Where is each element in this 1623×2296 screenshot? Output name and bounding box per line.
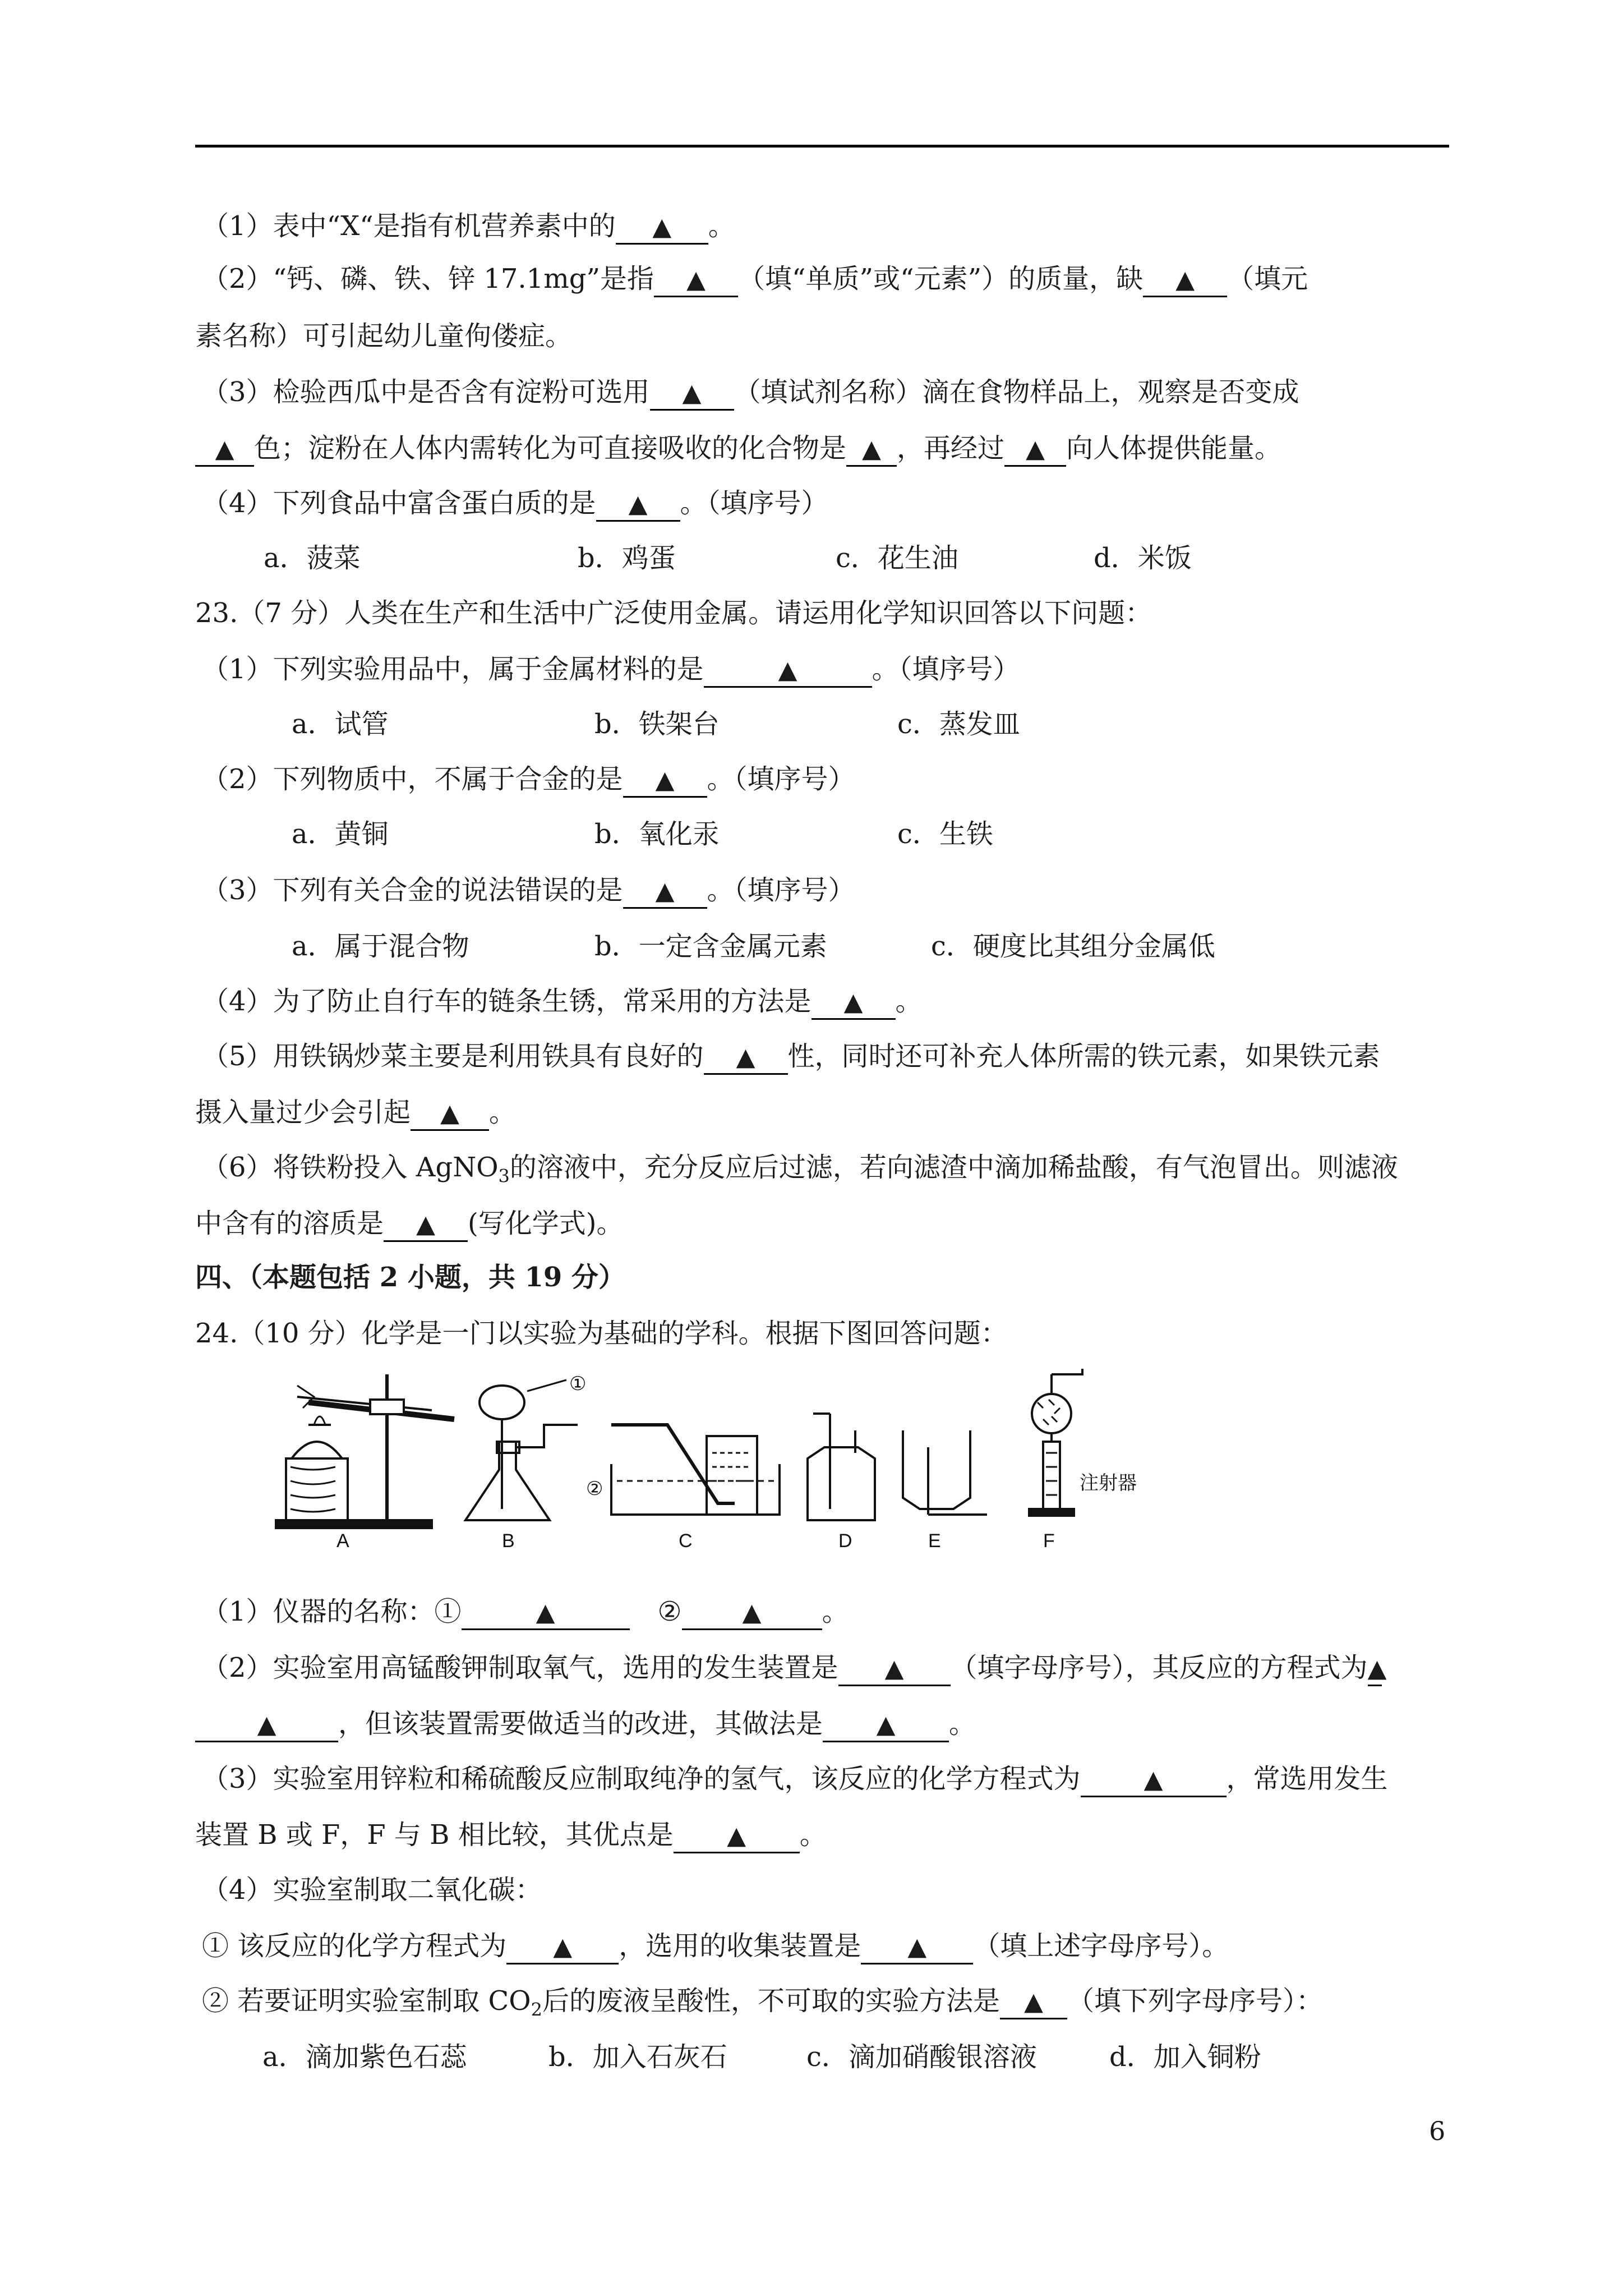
section-heading: 四、（本题包括 2 小题，共 19 分） <box>195 1262 626 1293</box>
apparatus-e <box>903 1430 987 1515</box>
answer-blank[interactable] <box>623 875 707 909</box>
answer-blank[interactable] <box>195 1708 338 1742</box>
apparatus-label-c: C <box>679 1530 693 1548</box>
q22-line-3: 素名称）可引起幼儿童佝偻症。 <box>195 320 573 352</box>
answer-blank[interactable] <box>1081 1763 1227 1797</box>
apparatus-label-d: D <box>838 1530 852 1548</box>
answer-blank[interactable] <box>654 263 738 297</box>
q22-line-4: （3）检验西瓜中是否含有淀粉可选用▲ （填试剂名称）滴在食物样品上，观察是否变成 <box>202 375 1299 411</box>
apparatus-figure <box>275 1369 1295 1548</box>
q24-line-5: 装置 B 或 F，F 与 B 相比较，其优点是▲ 。 <box>195 1818 827 1853</box>
q24-line-6: （4）实验室制取二氧化碳： <box>202 1874 542 1906</box>
answer-blank[interactable] <box>1004 432 1066 467</box>
answer-blank[interactable] <box>823 1708 949 1742</box>
q22-line-5: ▲色；淀粉在人体内需转化为可直接吸收的化合物是▲ ，再经过▲ 向人体提供能量。 <box>195 431 1281 467</box>
q23-line-5: （5）用铁锅炒菜主要是利用铁具有良好的▲ 性，同时还可补充人体所需的铁元素，如果铁元素 <box>202 1039 1380 1075</box>
page-number: 6 <box>1429 2116 1446 2146</box>
q24-line-3: ▲，但该装置需要做适当的改进，其做法是▲ 。 <box>195 1706 976 1742</box>
answer-blank[interactable] <box>682 1596 822 1630</box>
q24-line-7: ① 该反应的化学方程式为▲ ，选用的收集装置是▲ （填上述字母序号）。 <box>202 1929 1229 1964</box>
answer-blank[interactable] <box>704 654 872 688</box>
q23-line-7: （6）将铁粉投入 AgNO$_3$的溶液中，充分反应后过滤，若向滤渣中滴加稀盐酸，有气泡冒出。则滤液 <box>202 1152 1398 1187</box>
header-rule <box>195 145 1449 148</box>
answer-blank[interactable] <box>861 1930 973 1964</box>
answer-blank[interactable] <box>506 1930 619 1964</box>
q23-line-4: （4）为了防止自行车的链条生锈，常采用的方法是▲ 。 <box>202 984 923 1020</box>
answer-blank[interactable] <box>623 763 707 798</box>
q24-line-8: ② 若要证明实验室制取 $CO_2$后的废液呈酸性，不可取的实验方法是▲ （填下列字母序号）： <box>202 1984 1323 2027</box>
apparatus-label-a: A <box>336 1530 349 1548</box>
q23-options-1: a．试管 b．铁架台 c．蒸发皿 <box>292 708 1020 740</box>
q22-line-6: （4）下列食品中富含蛋白质的是▲ 。（填序号） <box>202 486 828 522</box>
answer-blank[interactable] <box>462 1596 630 1630</box>
answer-blank[interactable] <box>650 376 734 411</box>
q24-line-2: （2）实验室用高锰酸钾制取氧气，选用的发生装置是▲ （填字母序号），其反应的方程式为▲ <box>202 1650 1382 1686</box>
option-a: a．菠菜 <box>264 542 361 574</box>
answer-blank[interactable] <box>596 487 680 522</box>
answer-blank[interactable] <box>384 1208 468 1242</box>
answer-blank-start[interactable] <box>1368 1652 1382 1686</box>
answer-blank[interactable] <box>411 1097 489 1131</box>
apparatus-c <box>611 1425 780 1515</box>
apparatus-label-b: B <box>502 1530 515 1548</box>
apparatus-label-e: E <box>928 1530 941 1548</box>
q23-options-2: a．黄铜 b．氧化汞 c．生铁 <box>292 818 993 850</box>
answer-blank[interactable] <box>674 1819 800 1853</box>
q23-line-1: （1）下列实验用品中，属于金属材料的是▲ 。（填序号） <box>202 652 1020 688</box>
q24-line-4: （3）实验室用锌粒和稀硫酸反应制取纯净的氢气，该反应的化学方程式为▲ ，常选用发生 <box>202 1761 1388 1797</box>
q23-line-8: 中含有的溶质是▲ (写化学式)。 <box>195 1206 623 1242</box>
q24-line-1: （1）仪器的名称：①▲ ②▲ 。 <box>202 1594 849 1630</box>
q24-options: a．滴加紫色石蕊 b．加入石灰石 c．滴加硝酸银溶液 d．加入铜粉 <box>262 2041 1261 2073</box>
label-marker-2: ② <box>586 1478 603 1499</box>
q23-line-3: （3）下列有关合金的说法错误的是▲ 。（填序号） <box>202 873 855 909</box>
q23-options-3: a．属于混合物 b．一定含金属元素 c．硬度比其组分金属低 <box>292 931 1215 962</box>
answer-blank[interactable] <box>704 1041 788 1075</box>
answer-blank[interactable] <box>195 432 254 467</box>
q23-line-2: （2）下列物质中，不属于合金的是▲ 。（填序号） <box>202 762 855 798</box>
label-marker-1: ① <box>569 1373 587 1395</box>
syringe-label: 注射器 <box>1080 1473 1137 1494</box>
answer-blank[interactable] <box>838 1652 951 1686</box>
answer-blank[interactable] <box>1000 1985 1067 2019</box>
q22-line-2: （2）“钙、磷、铁、锌 17.1mg”是指▲ （填“单质”或“元素”）的质量，缺▲ （填元 <box>202 261 1308 297</box>
apparatus-label-f: F <box>1043 1530 1055 1548</box>
answer-blank[interactable] <box>616 210 708 245</box>
q22-options <box>264 541 1192 576</box>
q23-heading: 23.（7 分）人类在生产和生活中广泛使用金属。请运用化学知识回答以下问题： <box>195 597 1152 629</box>
answer-blank[interactable] <box>1143 263 1227 297</box>
apparatus-a <box>275 1374 454 1528</box>
option-d: d．米饭 <box>1094 542 1192 574</box>
q22-line-1: （1）表中“X“是指有机营养素中的▲ 。 <box>202 209 735 245</box>
apparatus-f <box>1029 1369 1082 1516</box>
answer-blank[interactable] <box>811 986 896 1020</box>
option-b: b．鸡蛋 <box>578 542 676 574</box>
option-c: c．花生油 <box>836 542 958 574</box>
q24-heading: 24.（10 分）化学是一门以实验为基础的学科。根据下图回答问题： <box>195 1318 1008 1349</box>
answer-blank[interactable] <box>846 432 897 467</box>
apparatus-b <box>465 1380 578 1520</box>
q23-line-6: 摄入量过少会引起▲ 。 <box>195 1095 516 1131</box>
apparatus-d <box>808 1414 875 1520</box>
